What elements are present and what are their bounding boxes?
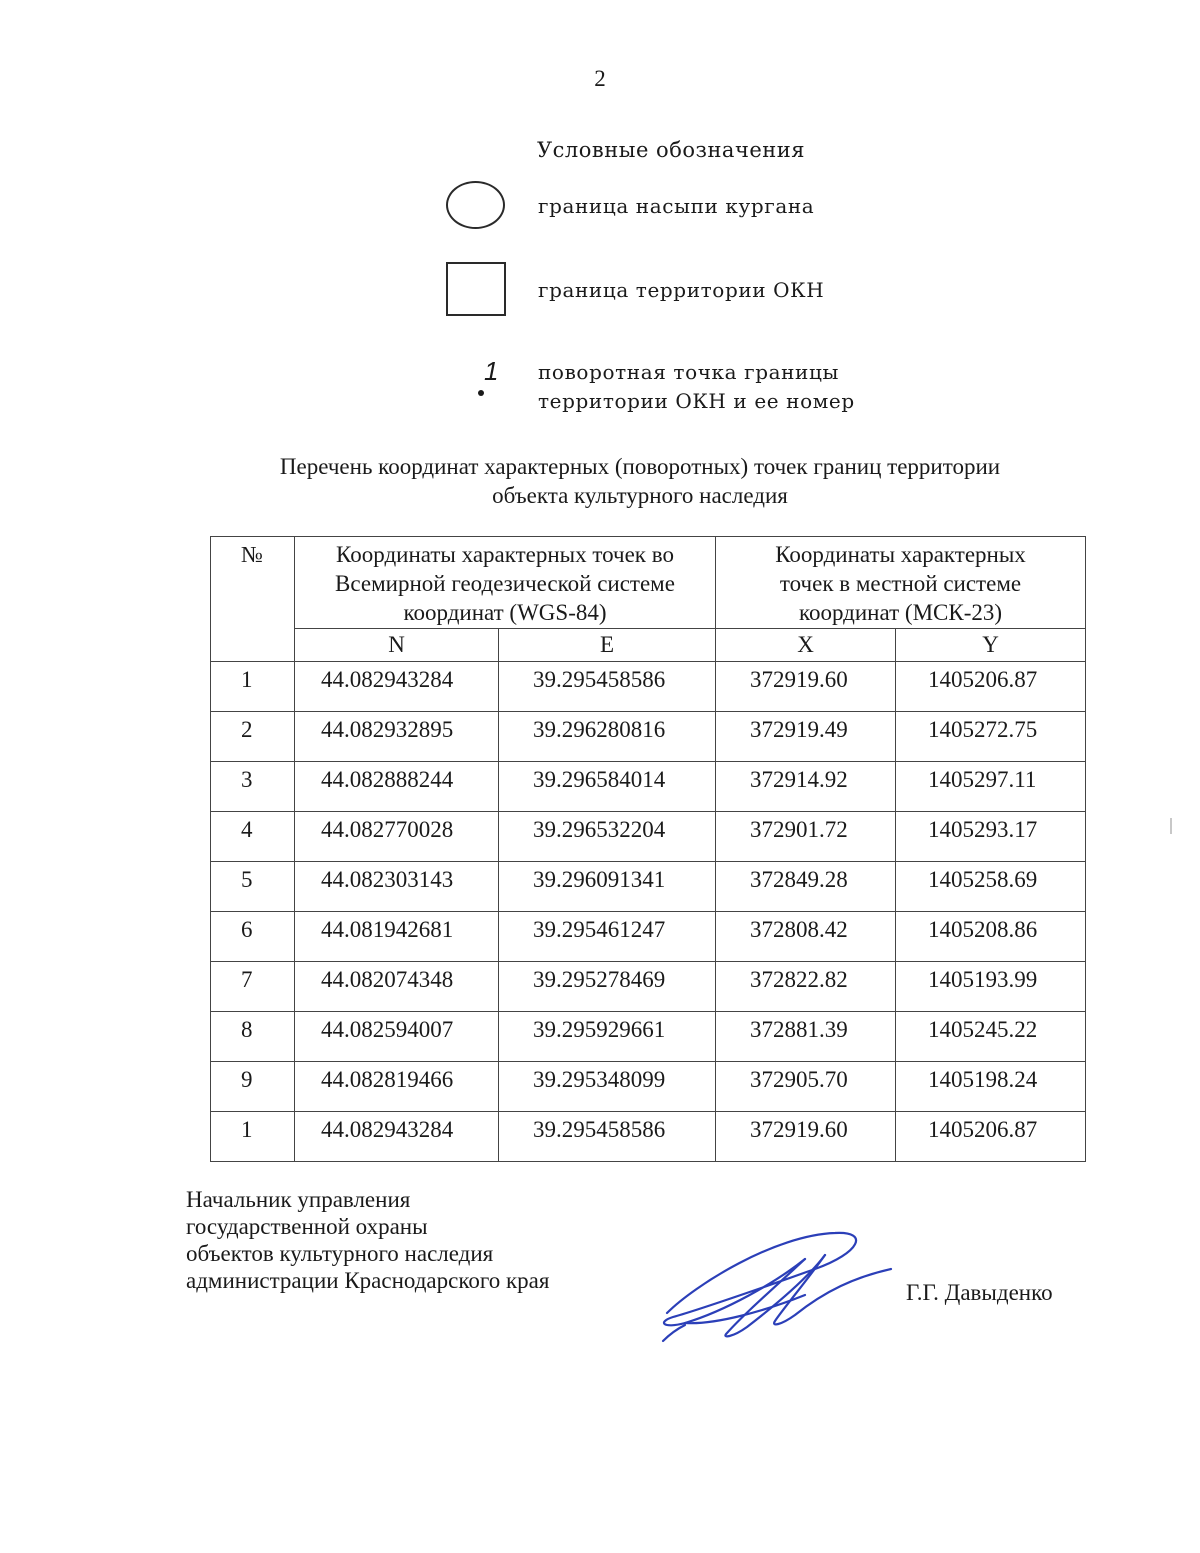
table-row <box>211 712 1086 762</box>
header-y: Y <box>896 629 1086 662</box>
turning-point-dot-icon <box>478 390 484 396</box>
mound-boundary-ellipse-icon <box>446 181 505 229</box>
cell-n: 44.082888244 <box>295 762 499 812</box>
cell-x: 372905.70 <box>716 1062 896 1112</box>
row-number: 1 <box>211 1112 295 1162</box>
cell-y: 1405193.99 <box>896 962 1086 1012</box>
cell-e: 39.296091341 <box>499 862 716 912</box>
cell-n: 44.081942681 <box>295 912 499 962</box>
cell-y: 1405206.87 <box>896 662 1086 712</box>
cell-e: 39.295461247 <box>499 912 716 962</box>
table-row <box>211 1012 1086 1062</box>
coordinates-heading-line1: Перечень координат характерных (поворотных) точек границ территории <box>279 454 1001 479</box>
cell-y: 1405206.87 <box>896 1112 1086 1162</box>
legend-label-territory: граница территории ОКН <box>538 278 825 302</box>
cell-y: 1405198.24 <box>896 1062 1086 1112</box>
cell-y: 1405245.22 <box>896 1012 1086 1062</box>
table-row <box>211 662 1086 712</box>
table-row <box>211 812 1086 862</box>
row-number: 8 <box>211 1012 295 1062</box>
row-number: 1 <box>211 662 295 712</box>
cell-e: 39.295278469 <box>499 962 716 1012</box>
cell-e: 39.295458586 <box>499 1112 716 1162</box>
row-number: 9 <box>211 1062 295 1112</box>
page-number: 2 <box>594 66 606 91</box>
row-number: 6 <box>211 912 295 962</box>
cell-e: 39.296280816 <box>499 712 716 762</box>
cell-n: 44.082819466 <box>295 1062 499 1112</box>
table-row <box>211 862 1086 912</box>
row-number: 7 <box>211 962 295 1012</box>
cell-n: 44.082943284 <box>295 662 499 712</box>
cell-x: 372914.92 <box>716 762 896 812</box>
turning-point-number: 1 <box>484 356 499 386</box>
cell-n: 44.082594007 <box>295 1012 499 1062</box>
cell-n: 44.082943284 <box>295 1112 499 1162</box>
table-row <box>211 962 1086 1012</box>
cell-e: 39.296532204 <box>499 812 716 862</box>
row-number: 4 <box>211 812 295 862</box>
cell-y: 1405293.17 <box>896 812 1086 862</box>
row-number: 2 <box>211 712 295 762</box>
cell-n: 44.082303143 <box>295 862 499 912</box>
cell-x: 372808.42 <box>716 912 896 962</box>
cell-n: 44.082932895 <box>295 712 499 762</box>
legend-label-turning-point <box>538 358 855 416</box>
cell-x: 372849.28 <box>716 862 896 912</box>
cell-e: 39.296584014 <box>499 762 716 812</box>
cell-y: 1405208.86 <box>896 912 1086 962</box>
cell-e: 39.295348099 <box>499 1062 716 1112</box>
legend-label-turning-point-line1: поворотная точка границы <box>538 360 839 384</box>
header-number: № <box>211 537 295 662</box>
cell-e: 39.295458586 <box>499 662 716 712</box>
cell-x: 372822.82 <box>716 962 896 1012</box>
cell-x: 372901.72 <box>716 812 896 862</box>
cell-n: 44.082770028 <box>295 812 499 862</box>
header-e: E <box>499 629 716 662</box>
table-row <box>211 762 1086 812</box>
legend-label-mound: граница насыпи кургана <box>538 194 815 218</box>
cell-n: 44.082074348 <box>295 962 499 1012</box>
table-row <box>211 912 1086 962</box>
table-row <box>211 1112 1086 1162</box>
cell-y: 1405258.69 <box>896 862 1086 912</box>
cell-y: 1405272.75 <box>896 712 1086 762</box>
legend-label-turning-point-line2: территории ОКН и ее номер <box>538 389 855 413</box>
cell-y: 1405297.11 <box>896 762 1086 812</box>
row-number: 5 <box>211 862 295 912</box>
legend-title: Условные обозначения <box>537 138 806 162</box>
coordinates-heading-line2: объекта культурного наследия <box>492 483 788 508</box>
coordinates-table <box>210 536 1086 1162</box>
header-wgs84-group: Координаты характерных точек во Всемирной геодезической системе координат (WGS-84) <box>295 537 716 629</box>
row-number: 3 <box>211 762 295 812</box>
signatory-position-line3: объектов культурного наследия <box>186 1241 494 1266</box>
signatory-position <box>186 1186 549 1294</box>
cell-x: 372919.49 <box>716 712 896 762</box>
signatory-position-line1: Начальник управления <box>186 1187 411 1212</box>
handwritten-signature <box>655 1225 895 1345</box>
header-msk23-group: Координаты характерных точек в местной системе координат (МСК-23) <box>716 537 1086 629</box>
signatory-position-line4: администрации Краснодарского края <box>186 1268 550 1293</box>
cell-x: 372881.39 <box>716 1012 896 1062</box>
cell-e: 39.295929661 <box>499 1012 716 1062</box>
scan-artifact-mark <box>1170 818 1172 834</box>
header-x: X <box>716 629 896 662</box>
cell-x: 372919.60 <box>716 662 896 712</box>
coordinates-heading <box>150 452 1130 510</box>
header-n: N <box>295 629 499 662</box>
territory-boundary-square-icon <box>446 262 506 316</box>
table-row <box>211 1062 1086 1112</box>
cell-x: 372919.60 <box>716 1112 896 1162</box>
signer-name: Г.Г. Давыденко <box>906 1280 1053 1305</box>
signatory-position-line2: государственной охраны <box>186 1214 428 1239</box>
